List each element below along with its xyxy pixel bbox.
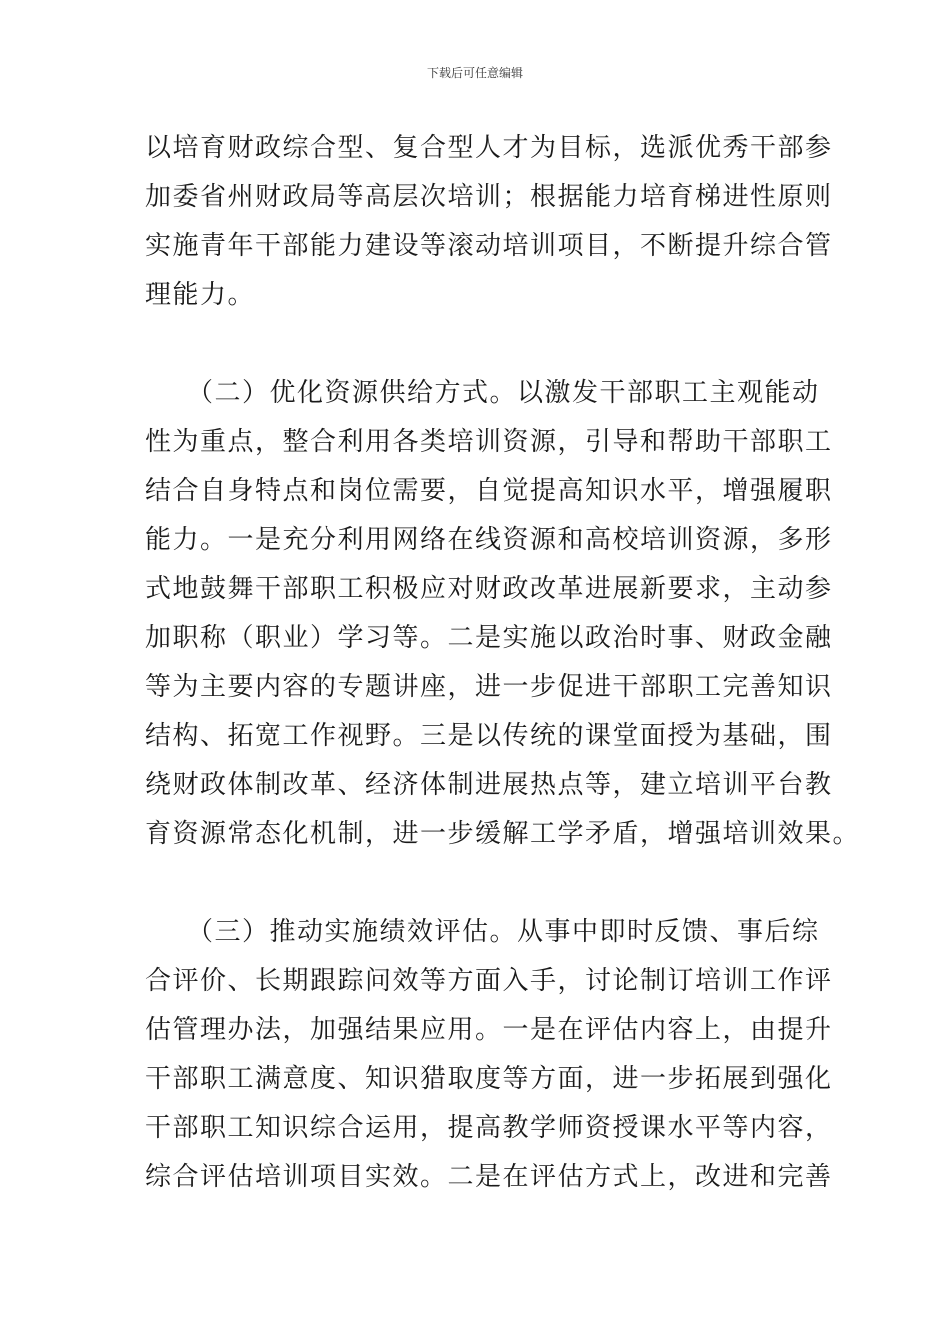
text-line: 理能力。 [145, 280, 256, 310]
text-line: 育资源常态化机制，进一步缓解工学矛盾，增强培训效果。 [145, 819, 861, 849]
document-body [145, 124, 861, 1202]
page-header: 下载后可任意编辑 [426, 66, 523, 80]
text-line: （二）优化资源供给方式。以激发干部职工主观能动 [145, 378, 820, 408]
text-line: 绕财政体制改革、经济体制进展热点等，建立培训平台教 [145, 770, 833, 800]
paragraph-1 [145, 124, 833, 320]
text-line: 以培育财政综合型、复合型人才为目标，选派优秀干部参 [145, 133, 833, 163]
paragraph-2 [145, 369, 861, 859]
text-line: 加委省州财政局等高层次培训；根据能力培育梯进性原则 [145, 182, 833, 212]
text-line: 性为重点，整合利用各类培训资源，引导和帮助干部职工 [145, 427, 833, 457]
text-line: （三）推动实施绩效评估。从事中即时反馈、事后综 [145, 917, 820, 947]
text-line: 等为主要内容的专题讲座，进一步促进干部职工完善知识 [145, 672, 833, 702]
text-line: 综合评估培训项目实效。二是在评估方式上，改进和完善 [145, 1162, 833, 1192]
paragraph-spacer [145, 320, 810, 369]
paragraph-spacer [145, 859, 810, 908]
text-line: 加职称（职业）学习等。二是实施以政治时事、财政金融 [145, 623, 833, 653]
text-line: 结构、拓宽工作视野。三是以传统的课堂面授为基础，围 [145, 721, 833, 751]
text-line: 能力。一是充分利用网络在线资源和高校培训资源，多形 [145, 525, 833, 555]
text-line: 结合自身特点和岗位需要，自觉提高知识水平，增强履职 [145, 476, 833, 506]
text-line: 实施青年干部能力建设等滚动培训项目，不断提升综合管 [145, 231, 833, 261]
text-line: 式地鼓舞干部职工积极应对财政改革进展新要求，主动参 [145, 574, 833, 604]
paragraph-3 [145, 908, 833, 1202]
text-line: 估管理办法，加强结果应用。一是在评估内容上，由提升 [145, 1015, 833, 1045]
text-line: 干部职工满意度、知识猎取度等方面，进一步拓展到强化 [145, 1064, 833, 1094]
text-line: 干部职工知识综合运用，提高教学师资授课水平等内容， [145, 1113, 833, 1143]
text-line: 合评价、长期跟踪问效等方面入手，讨论制订培训工作评 [145, 966, 833, 996]
